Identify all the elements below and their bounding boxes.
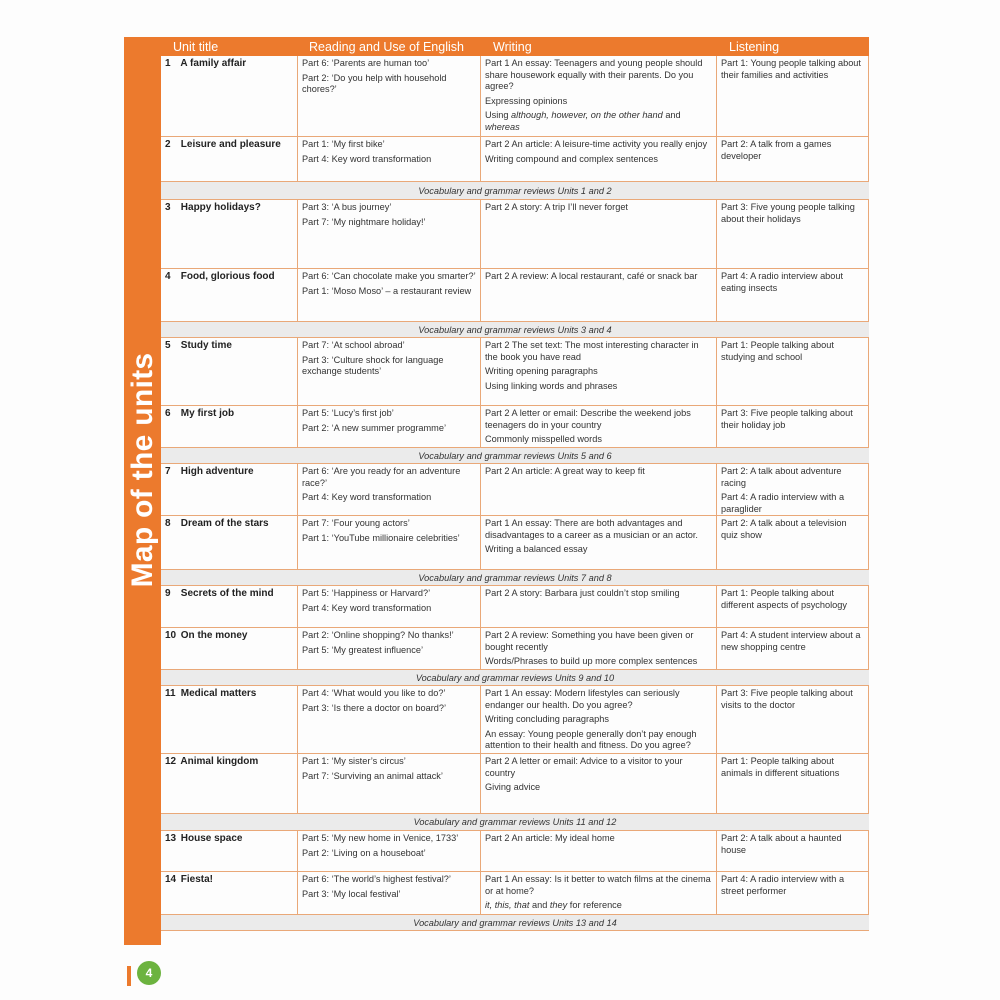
writing-italic: it, this, that: [485, 900, 530, 910]
listening-item: Part 2: A talk about a haunted house: [721, 833, 842, 855]
reading-cell: [298, 269, 481, 321]
reading-item: Part 6: ‘Can chocolate make you smarter?’: [302, 271, 476, 281]
unit-title: High adventure: [180, 466, 254, 477]
unit-title-cell: [161, 269, 298, 321]
reading-item: Part 6: ‘Are you ready for an adventure race?’: [302, 466, 461, 488]
listening-item: Part 1: People talking about different aspects of psychology: [721, 588, 847, 610]
table-header: [161, 37, 869, 56]
writing-item: An essay: Young people generally don’t pay enough attention to their health and fitness. Do you agree?: [485, 728, 697, 750]
reading-item: Part 1: ‘YouTube millionaire celebrities’: [302, 532, 460, 543]
unit-row: [161, 754, 869, 814]
reading-item: Part 1: ‘My sister’s circus’: [302, 756, 406, 766]
reading-cell: [298, 872, 481, 914]
writing-item: [485, 110, 712, 133]
reading-item: Part 4: Key word transformation: [302, 492, 432, 502]
writing-item: Part 2 A review: A local restaurant, café or snack bar: [485, 271, 698, 281]
unit-row: [161, 586, 869, 628]
unit-title-cell: [161, 137, 298, 181]
writing-italic: whereas: [485, 121, 520, 132]
listening-item: Part 4: A student interview about a new shopping centre: [721, 630, 861, 652]
unit-row: [161, 200, 869, 269]
unit-title: Dream of the stars: [180, 518, 269, 529]
writing-cell: [481, 338, 717, 405]
writing-item: [485, 900, 712, 912]
writing-item: Part 2 The set text: The most interesting character in the book you have read: [485, 340, 699, 362]
unit-number: 11: [165, 688, 176, 699]
unit-title-cell: [161, 628, 298, 669]
unit-title: Animal kingdom: [180, 756, 259, 767]
listening-cell: [717, 754, 869, 813]
listening-item: Part 1: People talking about animals in different situations: [721, 756, 840, 778]
reading-item: Part 2: ‘Online shopping? No thanks!’: [302, 630, 454, 640]
writing-item: Part 2 A letter or email: Advice to a visitor to your country: [485, 756, 683, 778]
listening-cell: [717, 464, 869, 515]
listening-item: Part 4: A radio interview with a street performer: [721, 874, 845, 896]
writing-item: Expressing opinions: [485, 95, 568, 106]
unit-number: 3: [165, 202, 171, 213]
reading-item: Part 2: ‘Do you help with household chores?’: [302, 72, 447, 94]
unit-row: [161, 872, 869, 915]
writing-cell: [481, 516, 717, 569]
writing-italic: they: [549, 900, 568, 910]
unit-title-cell: [161, 686, 298, 753]
reading-item: Part 2: ‘Living on a houseboat’: [302, 847, 426, 858]
writing-item: Part 2 A review: Something you have been given or bought recently: [485, 630, 694, 652]
listening-cell: [717, 137, 869, 181]
writing-item: Writing concluding paragraphs: [485, 714, 609, 724]
unit-title-cell: [161, 831, 298, 871]
reading-item: Part 3: ‘Is there a doctor on board?’: [302, 702, 447, 713]
listening-item: Part 3: Five people talking about visits to the doctor: [721, 688, 853, 710]
unit-row: [161, 516, 869, 570]
unit-title: House space: [180, 833, 243, 844]
listening-cell: [717, 56, 869, 136]
unit-number: 7: [165, 466, 171, 477]
unit-row: [161, 338, 869, 406]
listening-item: Part 2: A talk about a television quiz show: [721, 518, 847, 540]
unit-row: [161, 137, 869, 182]
review-row: Vocabulary and grammar reviews Units 11 and 12: [161, 814, 869, 831]
listening-cell: [717, 628, 869, 669]
page-marker: [127, 966, 131, 986]
listening-cell: [717, 406, 869, 447]
unit-title-cell: [161, 586, 298, 627]
unit-title-cell: [161, 406, 298, 447]
listening-cell: [717, 872, 869, 914]
writing-item: Commonly misspelled words: [485, 434, 602, 444]
unit-title: Study time: [180, 340, 232, 351]
reading-item: Part 3: ‘A bus journey’: [302, 202, 392, 212]
writing-cell: [481, 872, 717, 914]
reading-item: Part 6: ‘The world’s highest festival?’: [302, 874, 451, 884]
writing-item: Part 2 A story: Barbara just couldn’t stop smiling: [485, 588, 680, 598]
reading-cell: [298, 464, 481, 515]
listening-cell: [717, 516, 869, 569]
writing-cell: [481, 56, 717, 136]
reading-cell: [298, 406, 481, 447]
listening-item: Part 3: Five young people talking about their holidays: [721, 202, 855, 224]
review-row: Vocabulary and grammar reviews Units 1 and 2: [161, 182, 869, 200]
listening-cell: [717, 338, 869, 405]
writing-item: Writing compound and complex sentences: [485, 153, 658, 164]
writing-text: for reference: [567, 900, 622, 910]
reading-item: Part 5: ‘My greatest influence’: [302, 644, 424, 655]
unit-title: Fiesta!: [180, 874, 214, 885]
unit-title: Secrets of the mind: [180, 588, 274, 599]
unit-row: [161, 831, 869, 872]
writing-item: Part 1 An essay: Modern lifestyles can seriously endanger our health. Do you agree?: [485, 688, 680, 710]
writing-cell: [481, 464, 717, 515]
reading-item: Part 1: ‘My first bike’: [302, 139, 385, 149]
side-title: Map of the units: [126, 352, 159, 588]
unit-title-cell: [161, 56, 298, 136]
listening-item: Part 2: A talk from a games developer: [721, 139, 832, 161]
writing-cell: [481, 628, 717, 669]
reading-item: Part 4: ‘What would you like to do?’: [302, 688, 446, 698]
unit-number: 6: [165, 408, 171, 419]
header-unit-title: Unit title: [173, 40, 219, 54]
review-row: Vocabulary and grammar reviews Units 13 and 14: [161, 915, 869, 931]
unit-title-cell: [161, 754, 298, 813]
reading-item: Part 3: ‘My local festival’: [302, 888, 401, 899]
writing-cell: [481, 754, 717, 813]
reading-item: Part 7: ‘At school abroad’: [302, 340, 405, 350]
review-row: Vocabulary and grammar reviews Units 3 and 4: [161, 322, 869, 338]
writing-item: Part 2 An article: A great way to keep fit: [485, 466, 645, 476]
listening-cell: [717, 831, 869, 871]
unit-number: 2: [165, 139, 171, 150]
writing-cell: [481, 200, 717, 268]
writing-cell: [481, 269, 717, 321]
reading-item: Part 7: ‘Four young actors’: [302, 518, 410, 528]
reading-item: Part 4: Key word transformation: [302, 602, 432, 613]
unit-number: 13: [165, 833, 177, 844]
unit-title: A family affair: [180, 58, 247, 69]
reading-cell: [298, 628, 481, 669]
writing-item: Giving advice: [485, 782, 541, 792]
unit-title-cell: [161, 872, 298, 914]
writing-item: Part 1 An essay: Is it better to watch films at the cinema or at home?: [485, 874, 711, 896]
header-writing: Writing: [493, 40, 532, 54]
reading-item: Part 1: ‘Moso Moso’ – a restaurant review: [302, 285, 472, 296]
listening-cell: [717, 586, 869, 627]
reading-item: Part 2: ‘A new summer programme’: [302, 422, 446, 433]
writing-item: Part 2 A story: A trip I’ll never forget: [485, 202, 628, 212]
listening-item: Part 1: People talking about studying and school: [721, 340, 834, 362]
unit-number: 12: [165, 756, 177, 767]
unit-row: [161, 56, 869, 137]
reading-cell: [298, 586, 481, 627]
unit-number: 9: [165, 588, 171, 599]
unit-number: 5: [165, 340, 171, 351]
listening-cell: [717, 200, 869, 268]
reading-item: Part 5: ‘My new home in Venice, 1733’: [302, 833, 459, 843]
listening-cell: [717, 686, 869, 753]
writing-text: Using: [485, 110, 512, 120]
reading-cell: [298, 516, 481, 569]
unit-title: On the money: [180, 630, 248, 641]
unit-number: 4: [165, 271, 171, 282]
writing-item: Using linking words and phrases: [485, 380, 618, 391]
listening-item: Part 4: A radio interview about eating insects: [721, 271, 844, 293]
reading-cell: [298, 686, 481, 753]
writing-text: and: [529, 900, 550, 910]
unit-number: 8: [165, 518, 171, 529]
listening-cell: [717, 269, 869, 321]
review-row: Vocabulary and grammar reviews Units 7 and 8: [161, 570, 869, 586]
reading-item: Part 3: ‘Culture shock for language exchange students’: [302, 354, 444, 376]
unit-row: [161, 406, 869, 448]
writing-italic: although, however, on the other hand: [511, 110, 663, 120]
page-number: 4: [137, 961, 161, 985]
unit-number: 1: [165, 58, 171, 69]
reading-item: Part 4: Key word transformation: [302, 153, 432, 164]
writing-text: and: [662, 110, 681, 120]
writing-item: Part 2 An article: A leisure-time activity you really enjoy: [485, 139, 708, 149]
unit-title-cell: [161, 200, 298, 268]
unit-title: Food, glorious food: [180, 271, 275, 282]
writing-item: Words/Phrases to build up more complex sentences: [485, 656, 698, 666]
header-listening: Listening: [729, 40, 780, 54]
writing-cell: [481, 686, 717, 753]
writing-cell: [481, 406, 717, 447]
unit-title: Leisure and pleasure: [180, 139, 281, 150]
unit-title-cell: [161, 516, 298, 569]
listening-item: Part 2: A talk about adventure racing: [721, 466, 842, 488]
reading-item: Part 7: ‘My nightmare holiday!’: [302, 216, 426, 227]
unit-number: 14: [165, 874, 177, 885]
unit-title: Medical matters: [180, 688, 257, 699]
listening-item: Part 1: Young people talking about their families and activities: [721, 58, 861, 80]
writing-item: Writing opening paragraphs: [485, 366, 598, 376]
reading-cell: [298, 754, 481, 813]
listening-item: Part 4: A radio interview with a paraglider: [721, 492, 845, 514]
writing-item: Part 2 A letter or email: Describe the weekend jobs teenagers do in your country: [485, 408, 691, 430]
unit-row: [161, 464, 869, 516]
writing-cell: [481, 831, 717, 871]
writing-cell: [481, 137, 717, 181]
writing-cell: [481, 586, 717, 627]
reading-item: Part 6: ‘Parents are human too’: [302, 58, 430, 68]
listening-item: Part 3: Five people talking about their holiday job: [721, 408, 853, 430]
reading-cell: [298, 338, 481, 405]
writing-item: Writing a balanced essay: [485, 544, 588, 554]
reading-item: Part 5: ‘Happiness or Harvard?’: [302, 588, 431, 598]
reading-cell: [298, 137, 481, 181]
review-row: Vocabulary and grammar reviews Units 5 and 6: [161, 448, 869, 464]
reading-item: Part 5: ‘Lucy’s first job’: [302, 408, 394, 418]
header-reading: Reading and Use of English: [309, 40, 464, 54]
writing-item: Part 1 An essay: There are both advantages and disadvantages to a career as a musician or an actor.: [485, 518, 698, 540]
reading-item: Part 7: ‘Surviving an animal attack’: [302, 770, 443, 781]
unit-title: Happy holidays?: [180, 202, 261, 213]
writing-item: Part 1 An essay: Teenagers and young people should share housework equally with their parents. Do you agree?: [485, 58, 703, 91]
reading-cell: [298, 200, 481, 268]
unit-row: [161, 628, 869, 670]
unit-title-cell: [161, 464, 298, 515]
unit-number: 10: [165, 630, 177, 641]
review-row: Vocabulary and grammar reviews Units 9 and 10: [161, 670, 869, 686]
writing-item: Part 2 An article: My ideal home: [485, 833, 615, 843]
unit-row: [161, 269, 869, 322]
unit-title-cell: [161, 338, 298, 405]
unit-title: My first job: [180, 408, 235, 419]
reading-cell: [298, 56, 481, 136]
reading-cell: [298, 831, 481, 871]
unit-row: [161, 686, 869, 754]
